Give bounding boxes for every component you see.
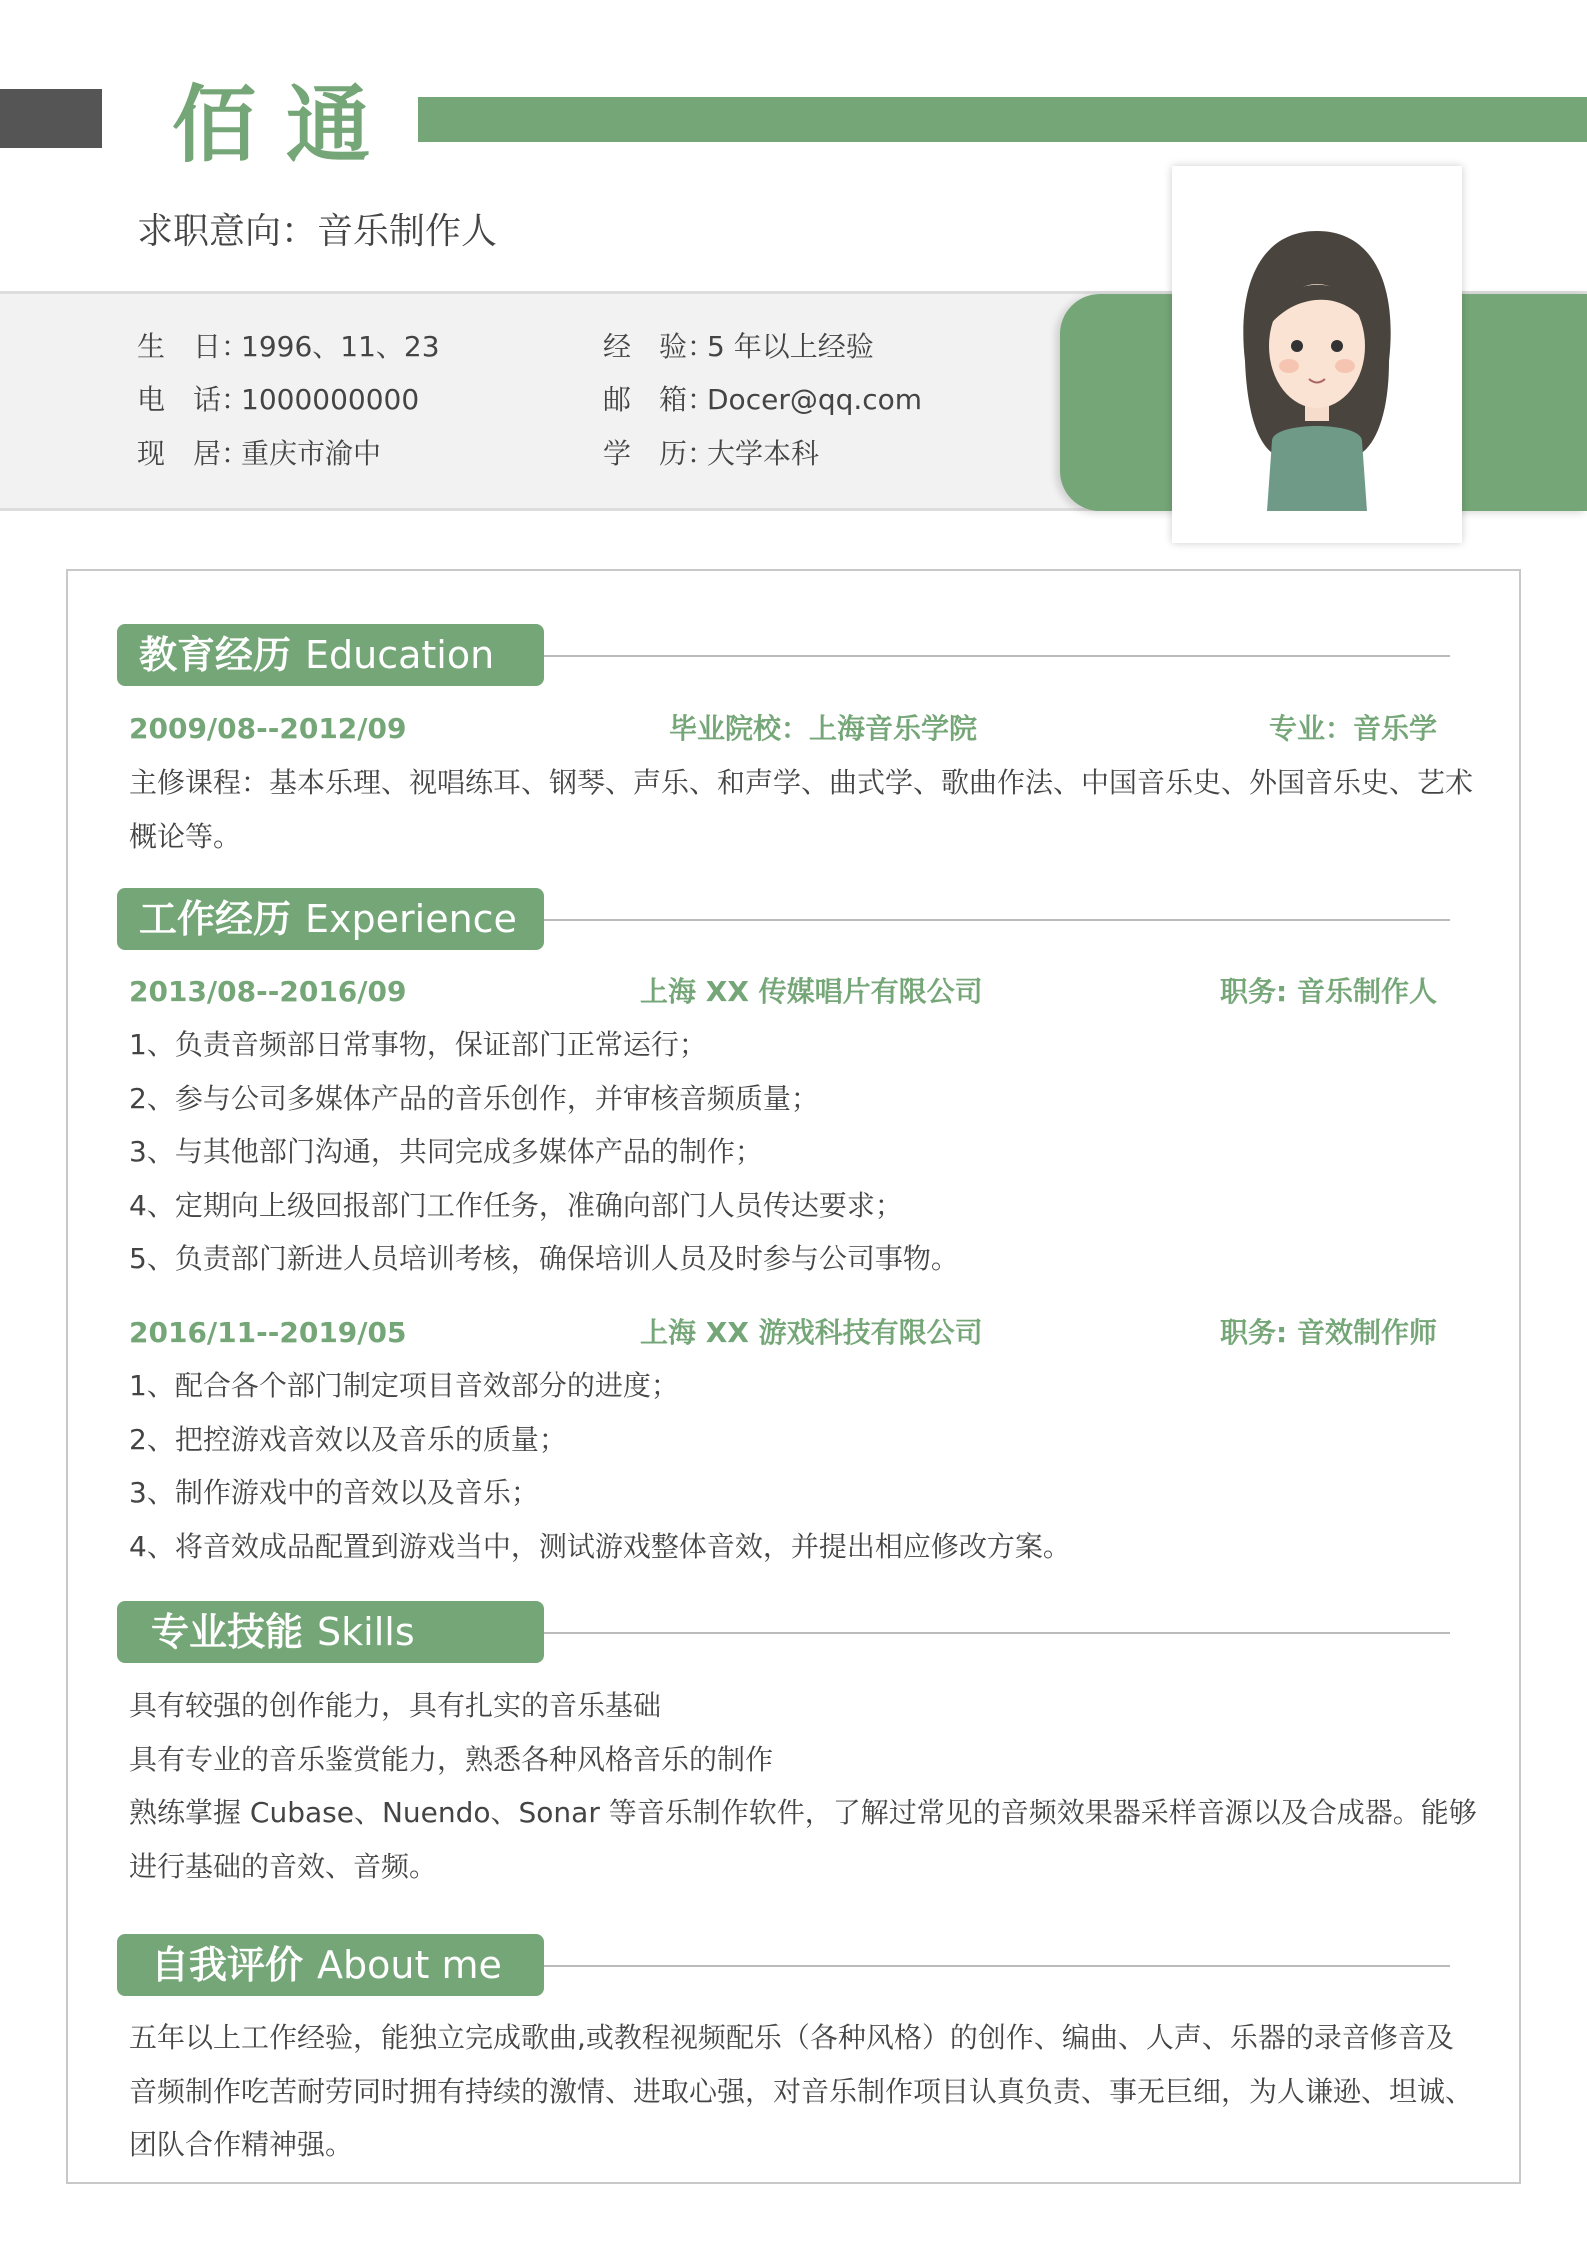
skill-item: 具有较强的创作能力，具有扎实的音乐基础	[129, 1689, 662, 1722]
section-title-cn: 工作经历	[139, 897, 292, 941]
section-title-pill	[117, 1601, 544, 1663]
section-title-en: Education	[305, 633, 495, 677]
education-school: 毕业院校：上海音乐学院	[669, 712, 978, 745]
info-value: 重庆市渝中	[241, 437, 382, 470]
info-label: 现 居：	[137, 437, 250, 470]
candidate-name: 佰通	[172, 76, 401, 174]
section-divider	[544, 919, 1450, 921]
avatar-illustration	[1217, 221, 1417, 511]
education-entry-header	[129, 709, 1437, 749]
section-title-en: Skills	[317, 1610, 415, 1654]
header-green-bar	[418, 97, 1587, 142]
section-title-pill	[117, 1934, 544, 1996]
section-divider	[544, 655, 1450, 657]
duty-item: 2、把控游戏音效以及音乐的质量；	[129, 1422, 567, 1456]
section-divider	[544, 1965, 1450, 1967]
section-header-experience	[117, 888, 1450, 950]
about-text: 五年以上工作经验，能独立完成歌曲,或教程视频配乐（各种风格）的创作、编曲、人声、乐器的录音修音及音频制作吃苦耐劳同时拥有持续的激情、进取心强，对音乐制作项目认真负责、事无巨细，为人谦逊、坦诚、团队合作精神强。	[129, 2021, 1474, 2161]
info-education	[603, 434, 819, 474]
job-date: 2013/08--2016/09	[129, 975, 407, 1008]
info-label: 邮 箱：	[603, 383, 716, 416]
info-value: 1000000000	[241, 383, 420, 416]
duty-item: 5、负责部门新进人员培训考核，确保培训人员及时参与公司事物。	[129, 1242, 959, 1275]
duty-item: 2、参与公司多媒体产品的音乐创作，并审核音频质量；	[129, 1081, 819, 1115]
job-role: 职务: 音效制作师	[1220, 1316, 1437, 1349]
job-duties	[129, 1359, 1479, 1573]
info-value: 1996、11、23	[241, 330, 440, 363]
section-header-about	[117, 1934, 1450, 1996]
section-title-en: Experience	[305, 897, 517, 941]
info-phone	[137, 380, 419, 420]
job-duties	[129, 1018, 1479, 1286]
job-role: 职务: 音乐制作人	[1220, 975, 1437, 1008]
section-title-en: About me	[317, 1943, 502, 1987]
section-title-pill	[117, 624, 544, 686]
skill-item: 熟练掌握 Cubase、Nuendo、Sonar 等音乐制作软件，了解过常见的音频效果器采样音源以及合成器。能够进行基础的音效、音频。	[129, 1796, 1477, 1883]
info-value: 5 年以上经验	[707, 330, 874, 363]
section-title-cn: 专业技能	[151, 1610, 304, 1654]
section-title-pill	[117, 888, 544, 950]
info-label: 生 日：	[137, 330, 250, 363]
info-email	[603, 380, 922, 420]
duty-item: 3、与其他部门沟通，共同完成多媒体产品的制作；	[129, 1135, 763, 1168]
info-label: 电 话：	[137, 383, 250, 416]
education-date: 2009/08--2012/09	[129, 712, 407, 745]
job-company: 上海 XX 传媒唱片有限公司	[640, 975, 983, 1008]
section-header-skills	[117, 1601, 1450, 1663]
duty-item: 4、定期向上级回报部门工作任务，准确向部门人员传达要求；	[129, 1188, 903, 1222]
job-entry-header	[129, 1313, 1437, 1353]
duty-item: 1、配合各个部门制定项目音效部分的进度；	[129, 1369, 679, 1402]
job-entry-header	[129, 972, 1437, 1012]
section-divider	[544, 1632, 1450, 1634]
section-title-cn: 教育经历	[139, 633, 292, 677]
info-residence	[137, 434, 381, 474]
duty-item: 3、制作游戏中的音效以及音乐；	[129, 1476, 539, 1509]
info-experience	[603, 327, 874, 367]
skills-list	[129, 1679, 1479, 1893]
info-value: Docer@qq.com	[707, 383, 923, 416]
job-company: 上海 XX 游戏科技有限公司	[640, 1316, 983, 1349]
section-title-cn: 自我评价	[151, 1943, 304, 1987]
profile-photo	[1172, 166, 1462, 543]
info-value: 大学本科	[707, 437, 820, 470]
info-birthday	[137, 327, 440, 367]
info-label: 学 历：	[603, 437, 716, 470]
skill-item: 具有专业的音乐鉴赏能力，熟悉各种风格音乐的制作	[129, 1742, 774, 1776]
section-header-education	[117, 624, 1450, 686]
job-intent: 求职意向：音乐制作人	[137, 211, 498, 252]
job-date: 2016/11--2019/05	[129, 1316, 407, 1349]
duty-item: 1、负责音频部日常事物，保证部门正常运行；	[129, 1028, 707, 1061]
duty-item: 4、将音效成品配置到游戏当中，测试游戏整体音效，并提出相应修改方案。	[129, 1529, 1071, 1563]
header-decor-block	[0, 89, 102, 148]
education-courses: 主修课程：基本乐理、视唱练耳、钢琴、声乐、和声学、曲式学、歌曲作法、中国音乐史、外国音乐史、艺术概论等。	[129, 766, 1474, 853]
education-major: 专业：音乐学	[1268, 712, 1437, 745]
info-label: 经 验：	[603, 330, 716, 363]
